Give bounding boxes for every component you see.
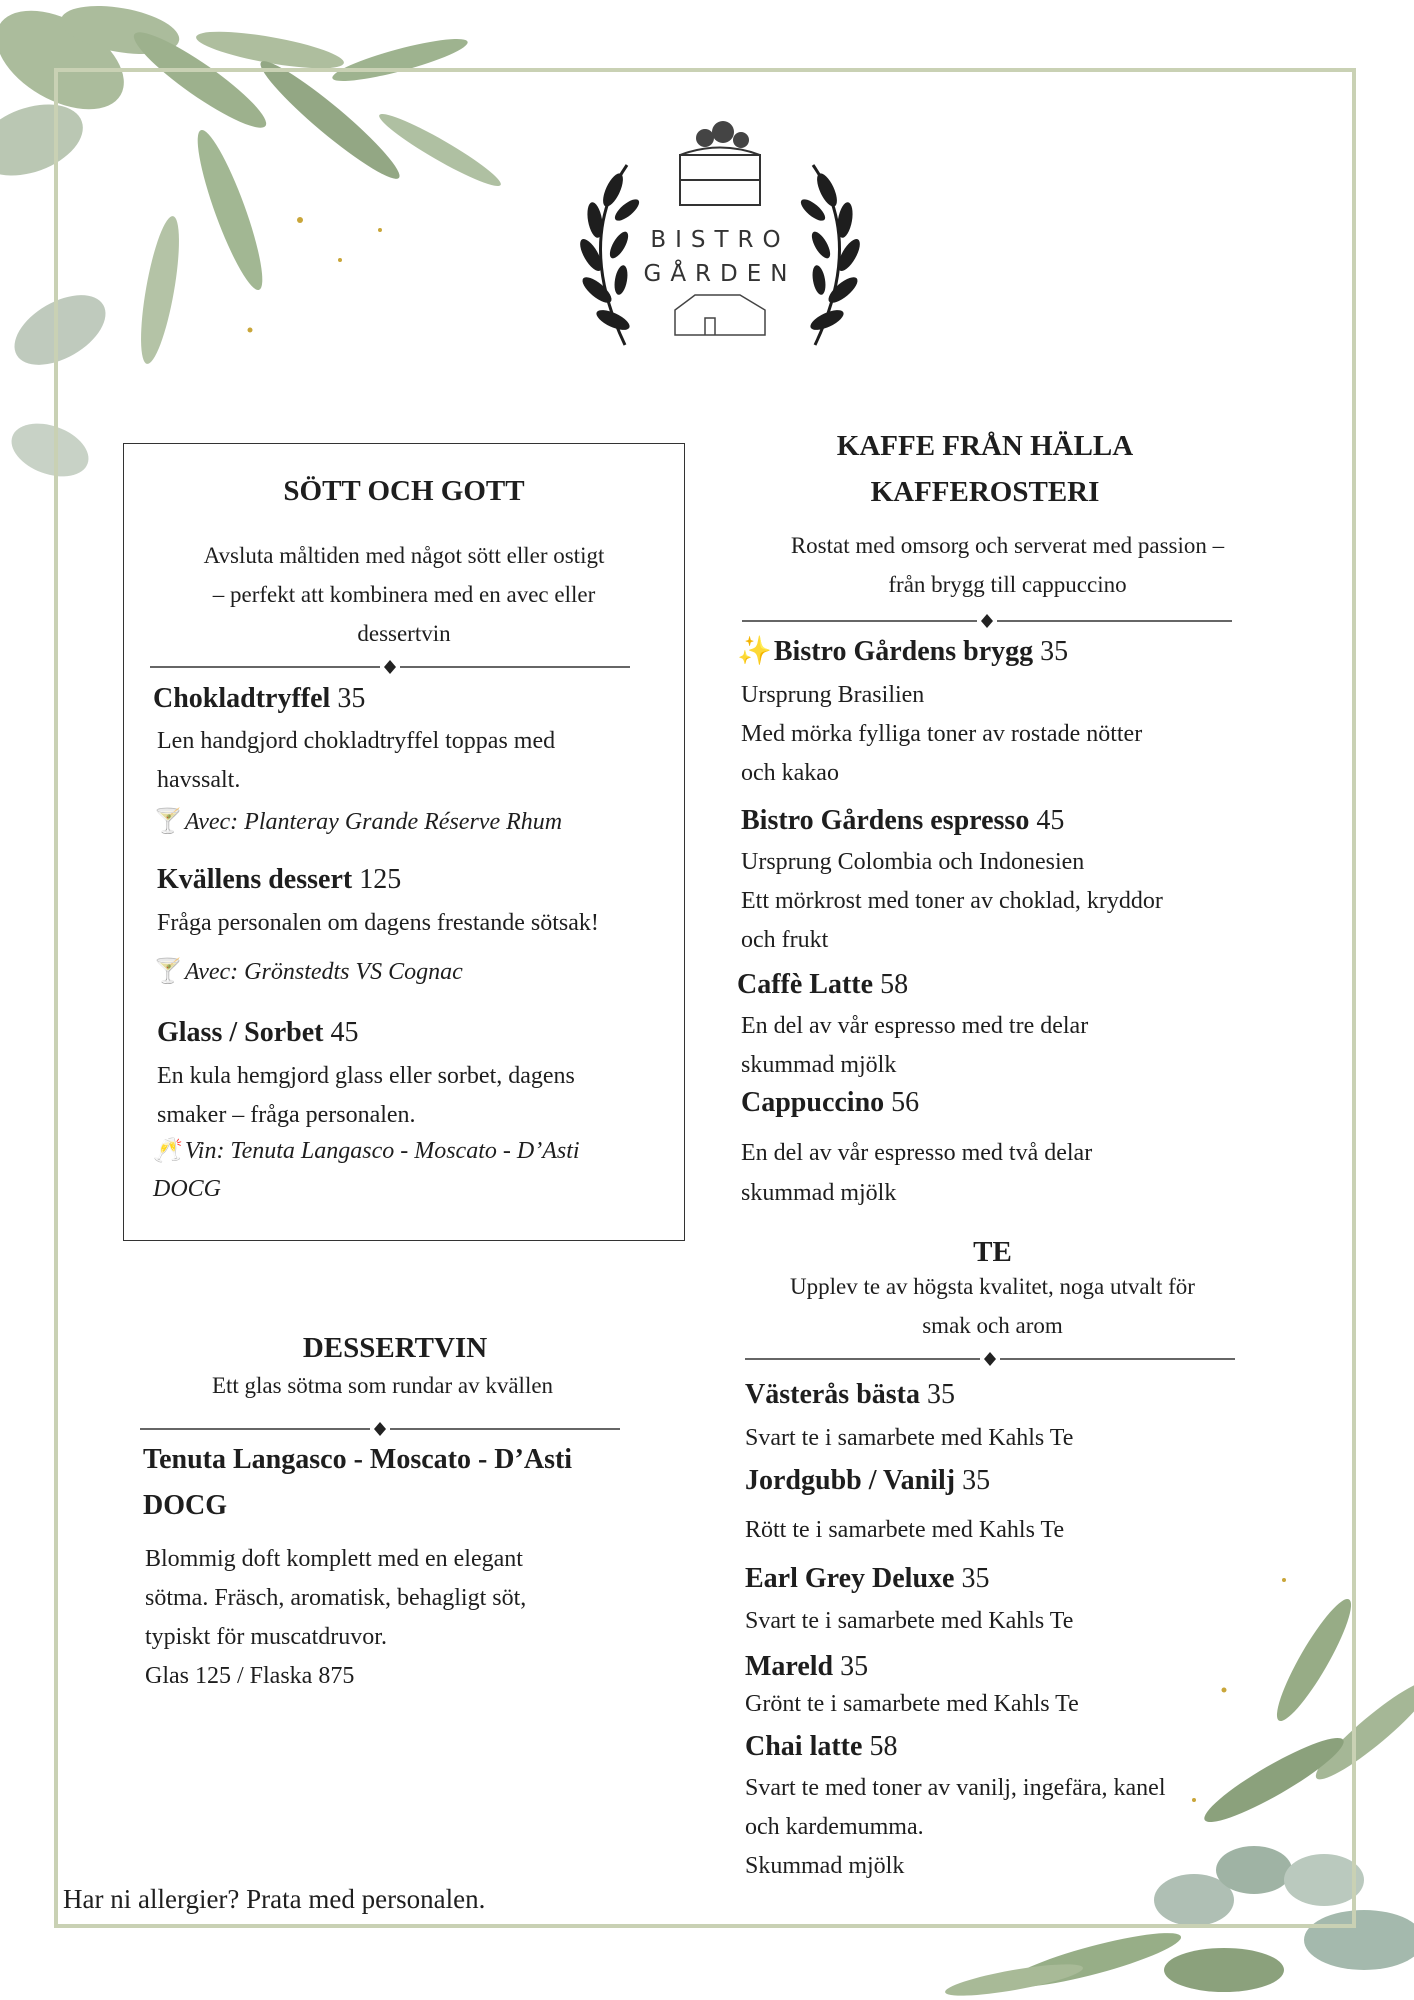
- item-desc: En del av vår espresso med två delar: [741, 1140, 1093, 1166]
- menu-item-kvallens-dessert: [157, 864, 401, 896]
- item-desc: och frukt: [741, 927, 829, 953]
- item-desc: Ett mörkrost med toner av choklad, kryddor: [741, 888, 1163, 914]
- item-pairing: [153, 803, 562, 842]
- item-desc: Svart te i samarbete med Kahls Te: [745, 1608, 1074, 1634]
- item-name: Jordgubb / Vanilj: [745, 1465, 956, 1496]
- item-pairing: [153, 953, 463, 992]
- item-name: Mareld: [745, 1651, 834, 1682]
- sweets-subtitle-1: Avsluta måltiden med något sött eller ostigt: [203, 543, 605, 568]
- item-pairing-cont: DOCG: [153, 1176, 222, 1202]
- item-price: 58: [869, 1731, 898, 1762]
- item-price: 125: [359, 864, 402, 895]
- wine-name-1: Tenuta Langasco - Moscato - D’Asti: [143, 1444, 573, 1475]
- brand-line-2: GÅRDEN: [643, 261, 797, 287]
- ornament-divider: [140, 1422, 620, 1436]
- item-desc: skummad mjölk: [741, 1180, 897, 1206]
- item-desc: Ursprung Brasilien: [741, 682, 925, 708]
- item-pairing: [153, 1132, 580, 1171]
- item-name: Västerås bästa: [745, 1379, 920, 1410]
- menu-item-vasteras-basta: [745, 1379, 955, 1411]
- sweets-subtitle-2: – perfekt att kombinera med en avec eller: [212, 582, 596, 607]
- item-name: Bistro Gårdens espresso: [741, 805, 1030, 836]
- item-desc: Grönt te i samarbete med Kahls Te: [745, 1691, 1079, 1717]
- item-price: 35: [337, 683, 366, 714]
- item-desc: Rött te i samarbete med Kahls Te: [745, 1517, 1065, 1543]
- item-desc: En kula hemgjord glass eller sorbet, dagens: [157, 1063, 575, 1089]
- item-desc: Med mörka fylliga toner av rostade nötter: [741, 721, 1143, 747]
- menu-item-glass-sorbet: [157, 1017, 358, 1049]
- menu-item-caffe-latte: [737, 969, 908, 1001]
- item-desc: och kardemumma.: [745, 1814, 924, 1840]
- item-name: Bistro Gårdens brygg: [773, 636, 1034, 667]
- item-desc: Skummad mjölk: [745, 1853, 905, 1879]
- pairing-text: Vin: Tenuta Langasco - Moscato - D’Asti: [184, 1138, 580, 1164]
- item-name: Chokladtryffel: [153, 683, 331, 714]
- sweets-title: SÖTT OCH GOTT: [283, 475, 525, 507]
- menu-item-brygg: [737, 634, 1068, 668]
- coffee-subtitle-1: Rostat med omsorg och serverat med passion –: [790, 533, 1225, 558]
- ornament-divider: [150, 660, 630, 674]
- item-name: Caffè Latte: [737, 969, 874, 1000]
- item-price: 45: [330, 1017, 359, 1048]
- cocktail-glass-icon: 🍸: [153, 809, 183, 835]
- menu-item-mareld: [745, 1651, 868, 1683]
- menu-item-chokladtryffel: [153, 683, 365, 715]
- item-desc: skummad mjölk: [741, 1052, 897, 1078]
- item-name: Earl Grey Deluxe: [745, 1563, 955, 1594]
- pairing-text: Avec: Grönstedts VS Cognac: [184, 959, 463, 985]
- sweets-subtitle-3: dessertvin: [357, 621, 451, 646]
- menu-item-chai-latte: [745, 1731, 897, 1763]
- item-price: 45: [1036, 805, 1065, 836]
- coffee-subtitle-2: från brygg till cappuccino: [888, 572, 1127, 597]
- wine-desc: typiskt för muscatdruvor.: [145, 1624, 387, 1650]
- tea-subtitle-1: Upplev te av högsta kvalitet, noga utvalt för: [790, 1274, 1195, 1299]
- menu-item-cappuccino: [741, 1087, 919, 1119]
- item-desc: och kakao: [741, 760, 839, 786]
- wine-desc: sötma. Fräsch, aromatisk, behagligt söt,: [145, 1585, 527, 1611]
- item-name: Kvällens dessert: [157, 864, 353, 895]
- item-name: Glass / Sorbet: [157, 1017, 324, 1048]
- item-price: 35: [1040, 636, 1069, 667]
- item-desc: Fråga personalen om dagens frestande sötsak!: [157, 910, 599, 936]
- menu-item-espresso: [741, 805, 1064, 837]
- item-price: 58: [880, 969, 909, 1000]
- coffee-title-1: KAFFE FRÅN HÄLLA: [836, 430, 1134, 462]
- coffee-title-2: KAFFEROSTERI: [870, 476, 1100, 508]
- menu-item-jordgubb-vanilj: [745, 1465, 990, 1497]
- item-desc: havssalt.: [157, 767, 241, 793]
- item-price: 56: [891, 1087, 920, 1118]
- tea-title: TE: [973, 1236, 1012, 1268]
- cocktail-glass-icon: 🍸: [153, 959, 183, 985]
- wine-price: Glas 125 / Flaska 875: [145, 1663, 355, 1689]
- pairing-text: Avec: Planteray Grande Réserve Rhum: [184, 809, 563, 835]
- item-price: 35: [961, 1563, 990, 1594]
- dessertwine-title: DESSERTVIN: [302, 1332, 488, 1364]
- item-desc: Ursprung Colombia och Indonesien: [741, 849, 1085, 875]
- item-name: Cappuccino: [741, 1087, 885, 1118]
- item-desc: Svart te med toner av vanilj, ingefära, kanel: [745, 1775, 1166, 1801]
- item-name: Chai latte: [745, 1731, 863, 1762]
- item-desc: En del av vår espresso med tre delar: [741, 1013, 1089, 1039]
- sparkles-icon: ✨: [737, 636, 772, 667]
- tea-subtitle-2: smak och arom: [922, 1313, 1063, 1338]
- item-price: 35: [962, 1465, 991, 1496]
- ornament-divider: [742, 614, 1232, 628]
- menu-item-earl-grey: [745, 1563, 989, 1595]
- brand-line-1: BISTRO: [650, 227, 790, 253]
- wine-name-2: DOCG: [143, 1490, 227, 1521]
- bistro-logo: [555, 110, 885, 360]
- dessertwine-subtitle: Ett glas sötma som rundar av kvällen: [211, 1373, 554, 1398]
- ornament-divider: [745, 1352, 1235, 1366]
- wine-desc: Blommig doft komplett med en elegant: [145, 1546, 523, 1572]
- item-desc: smaker – fråga personalen.: [157, 1102, 416, 1128]
- item-price: 35: [840, 1651, 869, 1682]
- allergy-note: Har ni allergier? Prata med personalen.: [63, 1884, 486, 1914]
- item-desc: Len handgjord chokladtryffel toppas med: [157, 728, 556, 754]
- champagne-glasses-icon: 🥂: [153, 1138, 183, 1164]
- item-price: 35: [927, 1379, 955, 1410]
- item-desc: Svart te i samarbete med Kahls Te: [745, 1425, 1074, 1451]
